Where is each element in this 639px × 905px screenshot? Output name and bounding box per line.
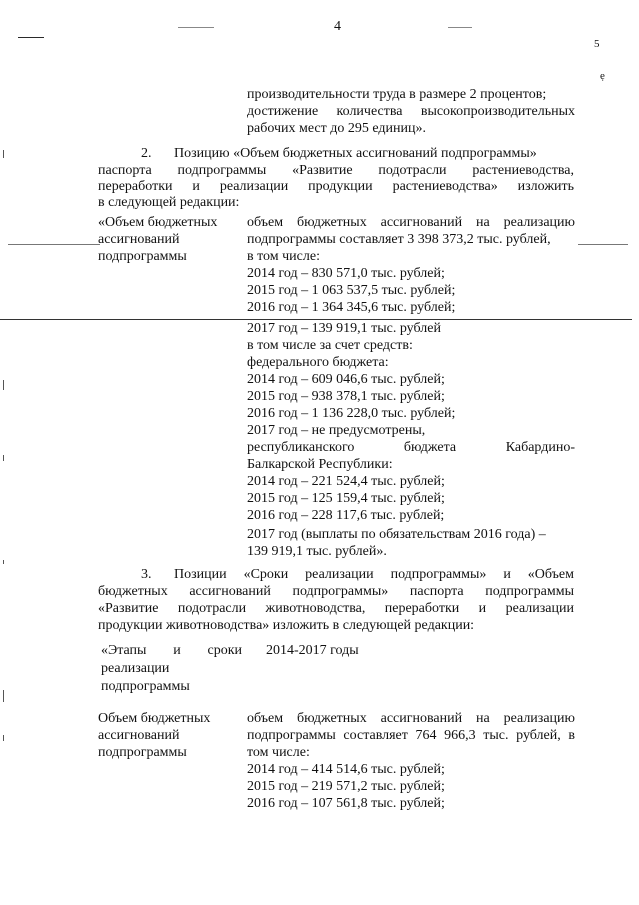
table-label: подпрограммы — [98, 249, 187, 264]
budget-value-line: подпрограммы составляет 764 966,3 тыс. рублей, в — [247, 728, 575, 743]
table-value-line: 2014 год – 609 046,6 тыс. рублей; — [247, 372, 445, 387]
table-value-line: республиканского бюджета Кабардино- — [247, 440, 575, 455]
table-value-line: в том числе за счет средств: — [247, 338, 413, 353]
table-value-line: Балкарской Республики: — [247, 457, 393, 472]
table-value-line: 2017 год – 139 919,1 тыс. рублей — [247, 321, 441, 336]
scan-line-mid-right — [578, 244, 628, 245]
scan-line-top-left — [18, 37, 44, 38]
period-label: реализации — [101, 661, 170, 676]
table-value-line: 2014 год – 830 571,0 тыс. рублей; — [247, 266, 445, 281]
scan-speck — [3, 735, 4, 741]
scan-speck — [3, 455, 4, 461]
scan-speck — [3, 690, 4, 702]
corner-mark: ẹ — [600, 70, 605, 82]
table-value-line: 2017 год – не предусмотрены, — [247, 423, 426, 438]
budget-label: подпрограммы — [98, 745, 187, 760]
budget-label: Объем бюджетных — [98, 711, 211, 726]
budget-value-line: 2015 год – 219 571,2 тыс. рублей; — [247, 779, 445, 794]
table-value-line: 2015 год – 1 063 537,5 тыс. рублей; — [247, 283, 456, 298]
item-text-line: Позицию «Объем бюджетных ассигнований подпрограммы» — [174, 146, 537, 161]
table-value-line: подпрограммы составляет 3 398 373,2 тыс. рублей, — [247, 232, 551, 247]
period-label: «Этапы и сроки — [101, 643, 242, 658]
item-text-line: Позиции «Сроки реализации подпрограммы» и «Объем — [174, 567, 574, 582]
item-text-line: переработки и реализации продукции растениеводства» изложить — [98, 179, 574, 194]
page-number: 4 — [334, 19, 341, 34]
scan-speck — [3, 150, 4, 158]
table-value-line: 2017 год (выплаты по обязательствам 2016 года) – — [247, 527, 546, 542]
budget-value-line: том числе: — [247, 745, 310, 760]
table-value-line: 2014 год – 221 524,4 тыс. рублей; — [247, 474, 445, 489]
item-number: 3. — [141, 567, 152, 582]
item-text-line: «Развитие подотрасли животноводства, переработки и реализации — [98, 601, 574, 616]
table-value-line: 2016 год – 1 364 345,6 тыс. рублей; — [247, 300, 456, 315]
scan-speck — [3, 560, 4, 564]
table-value-line: 2016 год – 1 136 228,0 тыс. рублей; — [247, 406, 456, 421]
scan-speck — [3, 380, 4, 390]
table-value-line: 2015 год – 938 378,1 тыс. рублей; — [247, 389, 445, 404]
budget-value-line: объем бюджетных ассигнований на реализацию — [247, 711, 575, 726]
item-text-line: паспорта подпрограммы «Развитие подотрасли растениеводства, — [98, 163, 574, 178]
table-value-line: федерального бюджета: — [247, 355, 389, 370]
table-label: «Объем бюджетных — [98, 215, 218, 230]
corner-mark: 5 — [594, 38, 600, 50]
table-value-line: 2015 год – 125 159,4 тыс. рублей; — [247, 491, 445, 506]
budget-value-line: 2014 год – 414 514,6 тыс. рублей; — [247, 762, 445, 777]
table-label: ассигнований — [98, 232, 180, 247]
scan-line-top-right — [448, 27, 472, 28]
item-text-line: продукции животноводства» изложить в следующей редакции: — [98, 618, 475, 633]
intro-line: производительности труда в размере 2 процентов; — [247, 87, 547, 102]
item-number: 2. — [141, 146, 152, 161]
table-value-line: в том числе: — [247, 249, 320, 264]
item-text-line: в следующей редакции: — [98, 195, 240, 210]
item-text-line: бюджетных ассигнований подпрограммы» паспорта подпрограммы — [98, 584, 574, 599]
budget-value-line: 2016 год – 107 561,8 тыс. рублей; — [247, 796, 445, 811]
table-value-line: 139 919,1 тыс. рублей». — [247, 544, 387, 559]
scan-line-top-mid — [178, 27, 214, 28]
period-label: подпрограммы — [101, 679, 190, 694]
period-value: 2014-2017 годы — [266, 643, 359, 658]
intro-line: достижение количества высокопроизводительных — [247, 104, 575, 119]
intro-line: рабочих мест до 295 единиц». — [247, 121, 427, 136]
scan-line-mid-left — [8, 244, 100, 245]
table-value-line: 2016 год – 228 117,6 тыс. рублей; — [247, 508, 445, 523]
table-value-line: объем бюджетных ассигнований на реализацию — [247, 215, 575, 230]
budget-label: ассигнований — [98, 728, 180, 743]
